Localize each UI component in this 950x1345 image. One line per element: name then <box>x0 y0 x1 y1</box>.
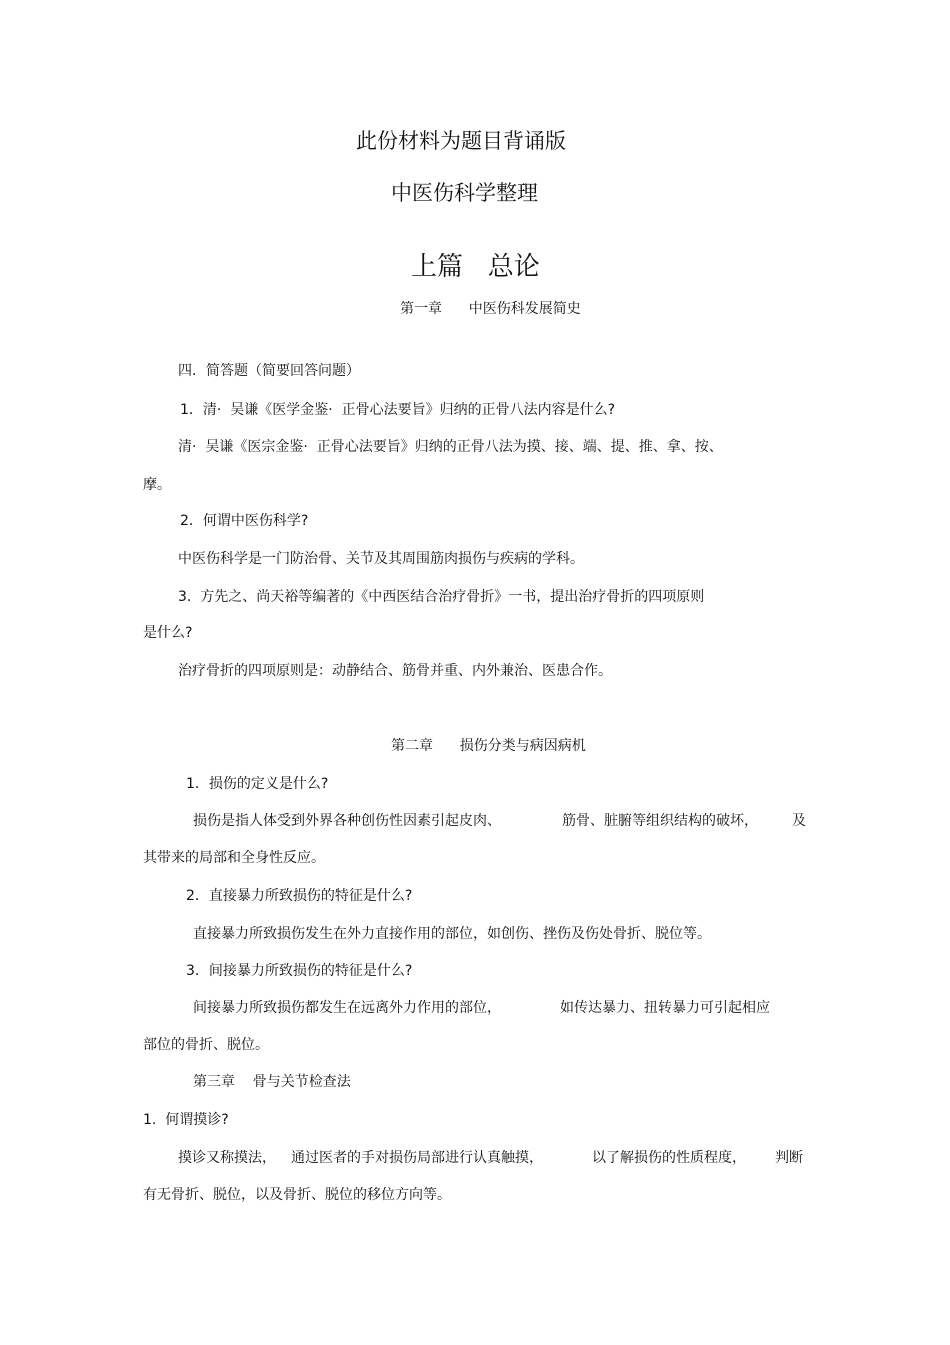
answer-2-2: 直接暴力所致损伤发生在外力直接作用的部位，如创伤、挫伤及伤处骨折、脱位等。 <box>193 926 711 942</box>
question-1-3-line2: 是什么? <box>143 625 193 641</box>
question-1-2: 2．何谓中医伤科学? <box>180 513 309 529</box>
question-1-3-line1: 3. 方先之、尚天裕等编著的《中西医结合治疗骨折》一书，提出治疗骨折的四项原则 <box>178 589 705 605</box>
chapter-2-title: 第二章 损伤分类与病因病机 <box>391 738 586 754</box>
answer-3-1-line1b: 通过医者的手对损伤局部进行认真触摸， <box>291 1150 543 1166</box>
answer-3-1-line1d: 判断 <box>775 1150 803 1166</box>
answer-2-1-line1b: 筋骨、脏腑等组织结构的破坏， <box>562 813 758 829</box>
answer-2-1-line1c: 及 <box>792 813 806 829</box>
question-2-2: 2．直接暴力所致损伤的特征是什么? <box>186 888 413 904</box>
doc-title-line2: 中医伤科学整理 <box>391 181 538 205</box>
answer-3-1-line1a: 摸诊又称摸法， <box>178 1150 276 1166</box>
answer-1-1-line2: 摩。 <box>143 477 171 493</box>
answer-2-3-line1b: 如传达暴力、扭转暴力可引起相应 <box>560 1000 770 1016</box>
question-3-1: 1. 何谓摸诊? <box>143 1112 229 1128</box>
section-heading: 四．简答题（简要回答问题） <box>178 363 360 379</box>
answer-2-3-line1a: 间接暴力所致损伤都发生在远离外力作用的部位， <box>193 1000 501 1016</box>
answer-1-1-line1: 清· 吴谦《医宗金鉴· 正骨心法要旨》归纳的正骨八法为摸、接、端、提、推、拿、按、 <box>178 439 723 455</box>
question-2-3: 3．间接暴力所致损伤的特征是什么? <box>186 963 413 979</box>
answer-1-3: 治疗骨折的四项原则是：动静结合、筋骨并重、内外兼治、医患合作。 <box>178 663 612 679</box>
answer-2-1-line2: 其带来的局部和全身性反应。 <box>143 850 325 866</box>
chapter-3-title: 第三章 骨与关节检查法 <box>193 1074 351 1090</box>
question-2-1: 1．损伤的定义是什么? <box>186 776 329 792</box>
chapter-1-title: 第一章 中医伤科发展简史 <box>400 301 581 317</box>
answer-2-3-line2: 部位的骨折、脱位。 <box>143 1037 269 1053</box>
part-title: 上篇 总论 <box>411 252 540 282</box>
answer-3-1-line1c: 以了解损伤的性质程度， <box>592 1150 746 1166</box>
answer-1-2: 中医伤科学是一门防治骨、关节及其周围筋肉损伤与疾病的学科。 <box>178 551 584 567</box>
doc-title-line1: 此份材料为题目背诵版 <box>356 129 566 153</box>
answer-3-1-line2: 有无骨折、脱位，以及骨折、脱位的移位方向等。 <box>143 1187 451 1203</box>
question-1-1: 1．清· 吴谦《医学金鉴· 正骨心法要旨》归纳的正骨八法内容是什么? <box>180 402 616 418</box>
answer-2-1-line1a: 损伤是指人体受到外界各种创伤性因素引起皮肉、 <box>193 813 501 829</box>
